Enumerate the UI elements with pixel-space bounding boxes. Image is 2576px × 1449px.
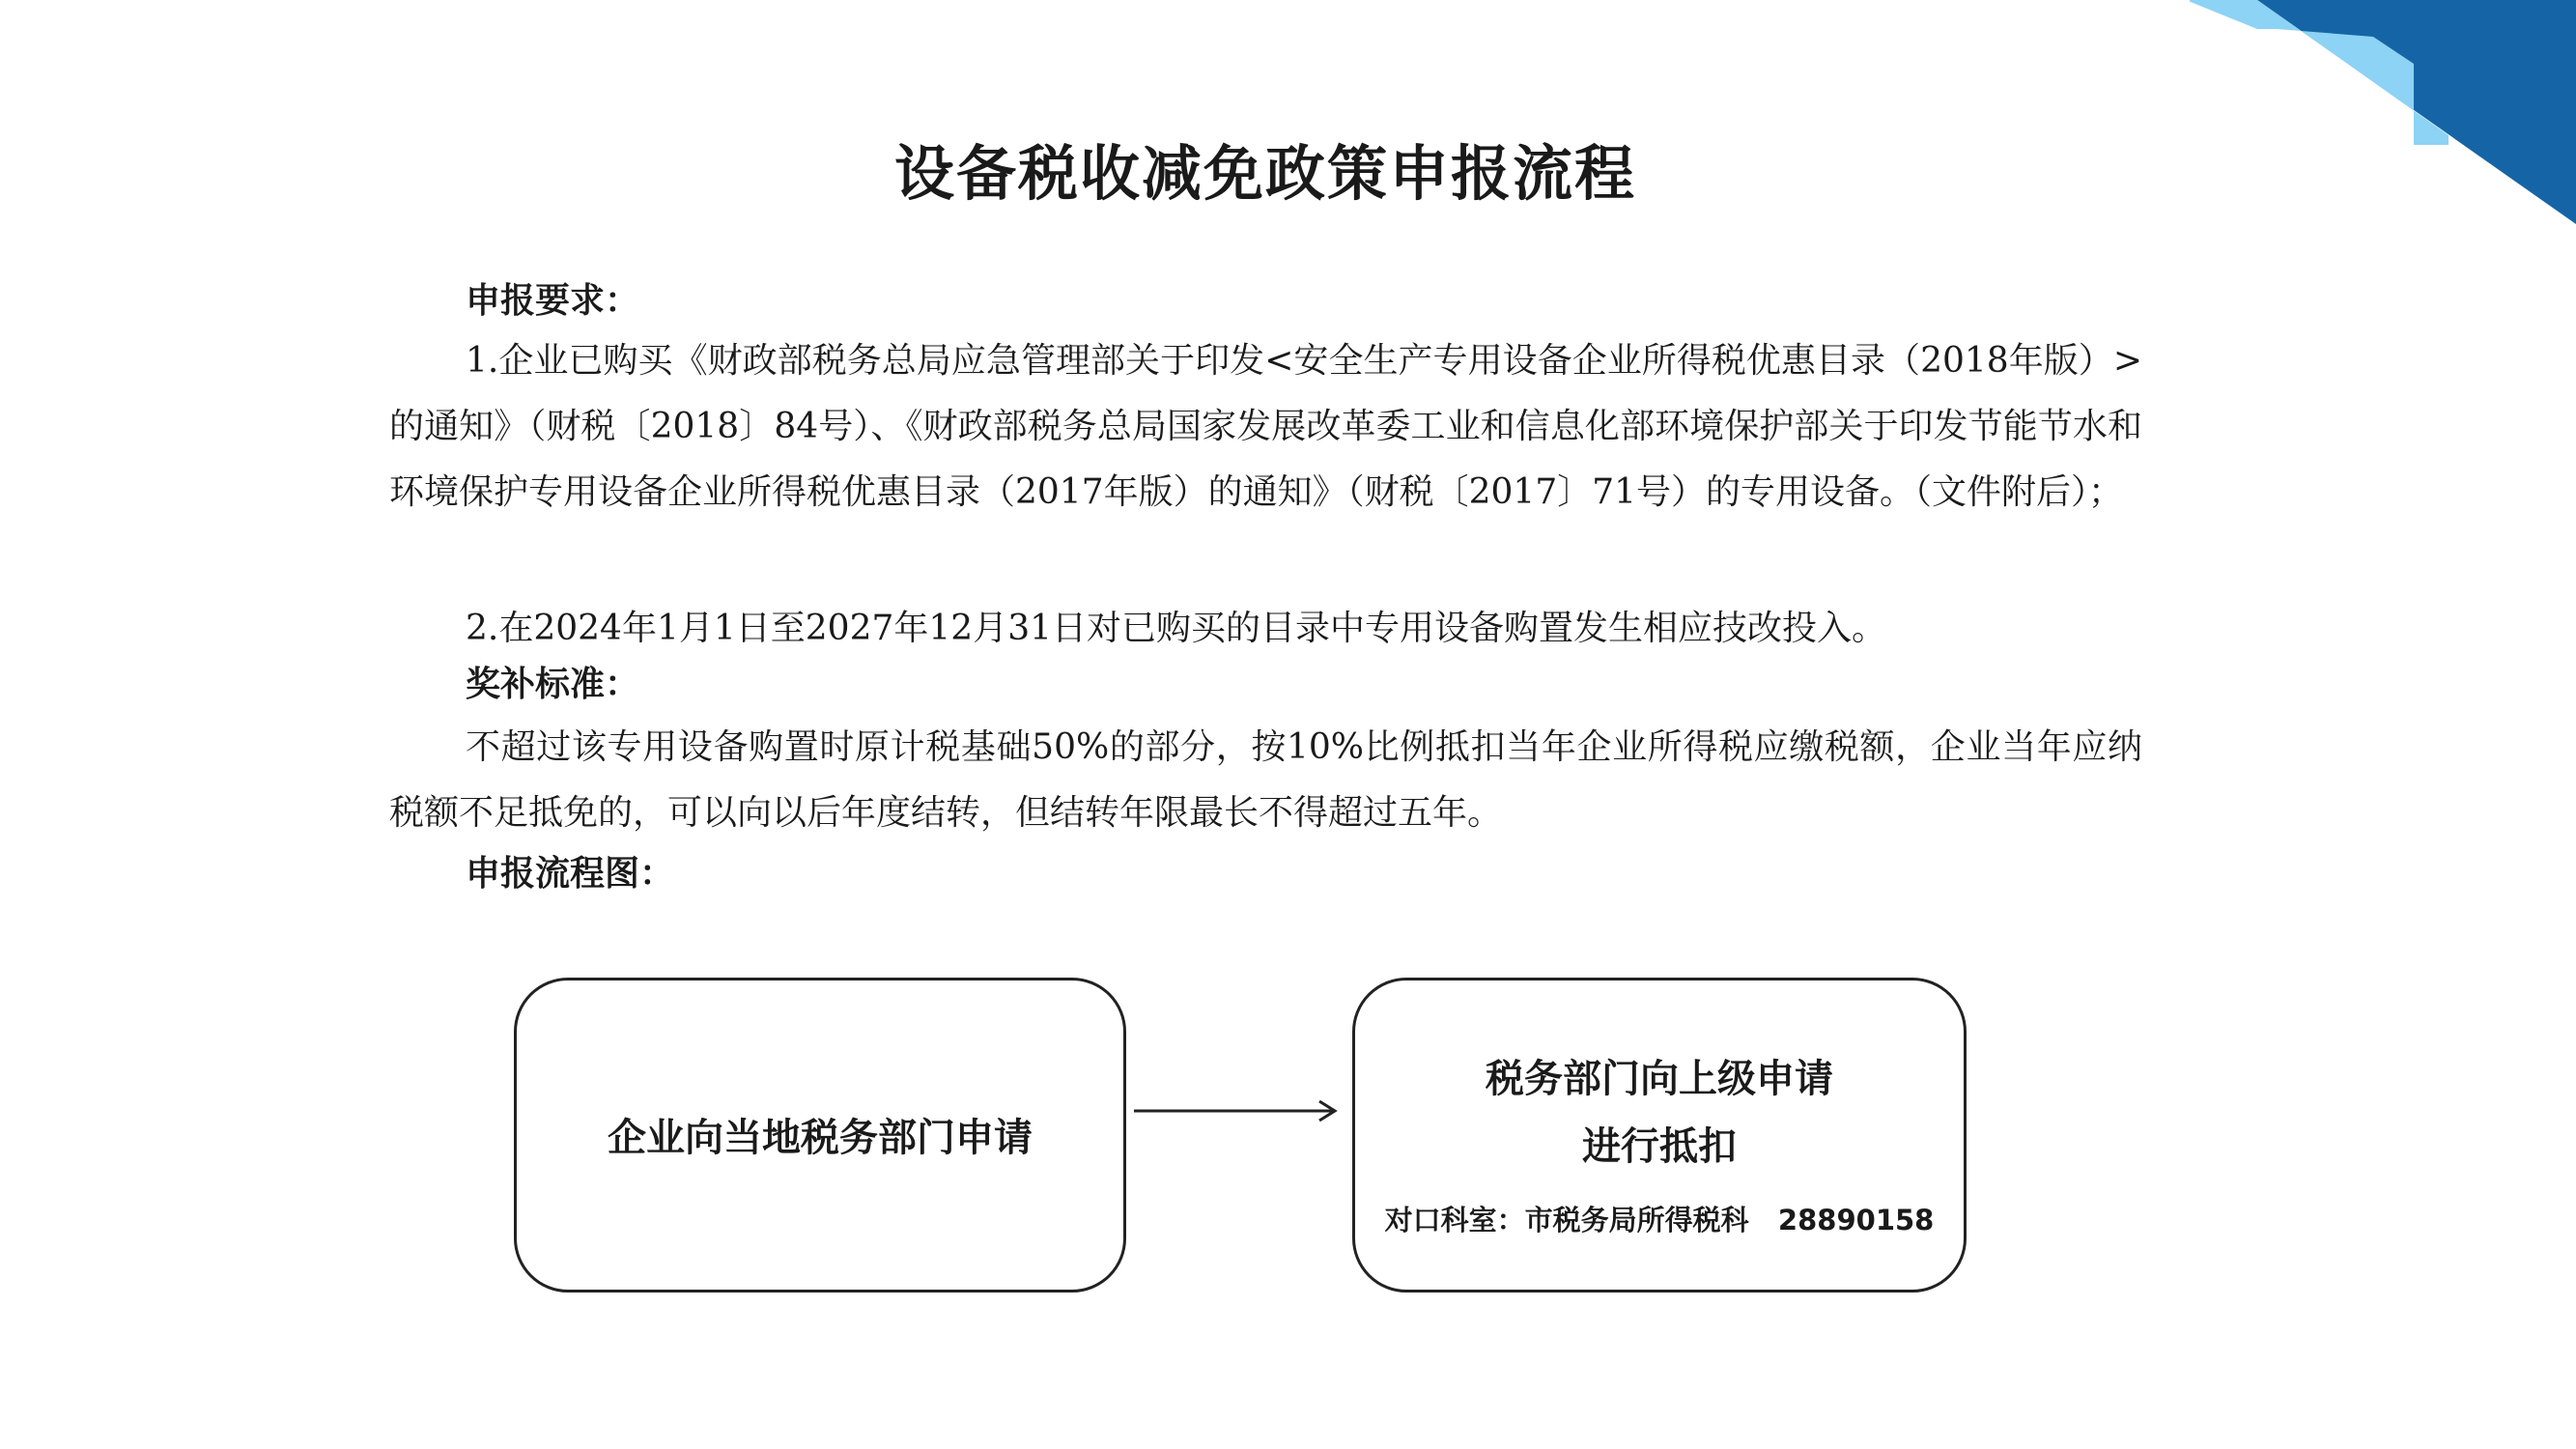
flow-step-2-label: 税务部门向上级申请 bbox=[1486, 1057, 1833, 1101]
flow-heading: 申报流程图： bbox=[466, 854, 675, 894]
flow-step-2-sublabel: 进行抵扣 bbox=[1582, 1124, 1737, 1169]
requirement-item-2: 2.在2024年1月1日至2027年12月31日对已购买的目录中专用设备购置发生相应技改投入。 bbox=[466, 609, 1887, 648]
page-title: 设备税收减免政策申报流程 bbox=[893, 138, 1636, 209]
reward-heading: 奖补标准： bbox=[466, 665, 640, 704]
flow-step-2-contact: 对口科室：市税务局所得税科 28890158 bbox=[1384, 1204, 1935, 1236]
flow-step-1-box bbox=[514, 978, 1126, 1293]
requirement-item-1: 1.企业已购买《财政部税务总局应急管理部关于印发<安全生产专用设备企业所得税优惠目录（2018年版）>的通知》（财税〔2018〕84号）、《财政部税务总局国家发展改革委工业和信息化部环境保护部关于印发节能节水和环境保护专用设备企业所得税优惠目录（2017年版）的通知》（财税〔2017〕71号）的专用设备。（文件附后）； bbox=[389, 341, 2142, 512]
flow-step-1-label: 企业向当地税务部门申请 bbox=[608, 1116, 1033, 1160]
requirements-heading: 申报要求： bbox=[466, 281, 640, 321]
flow-arrow bbox=[1134, 1092, 1346, 1130]
flow-step-2-box bbox=[1352, 978, 1967, 1293]
reward-text: 不超过该专用设备购置时原计税基础50%的部分，按10%比例抵扣当年企业所得税应缴税额，企业当年应纳税额不足抵免的，可以向以后年度结转，但结转年限最长不得超过五年。 bbox=[389, 727, 2142, 833]
